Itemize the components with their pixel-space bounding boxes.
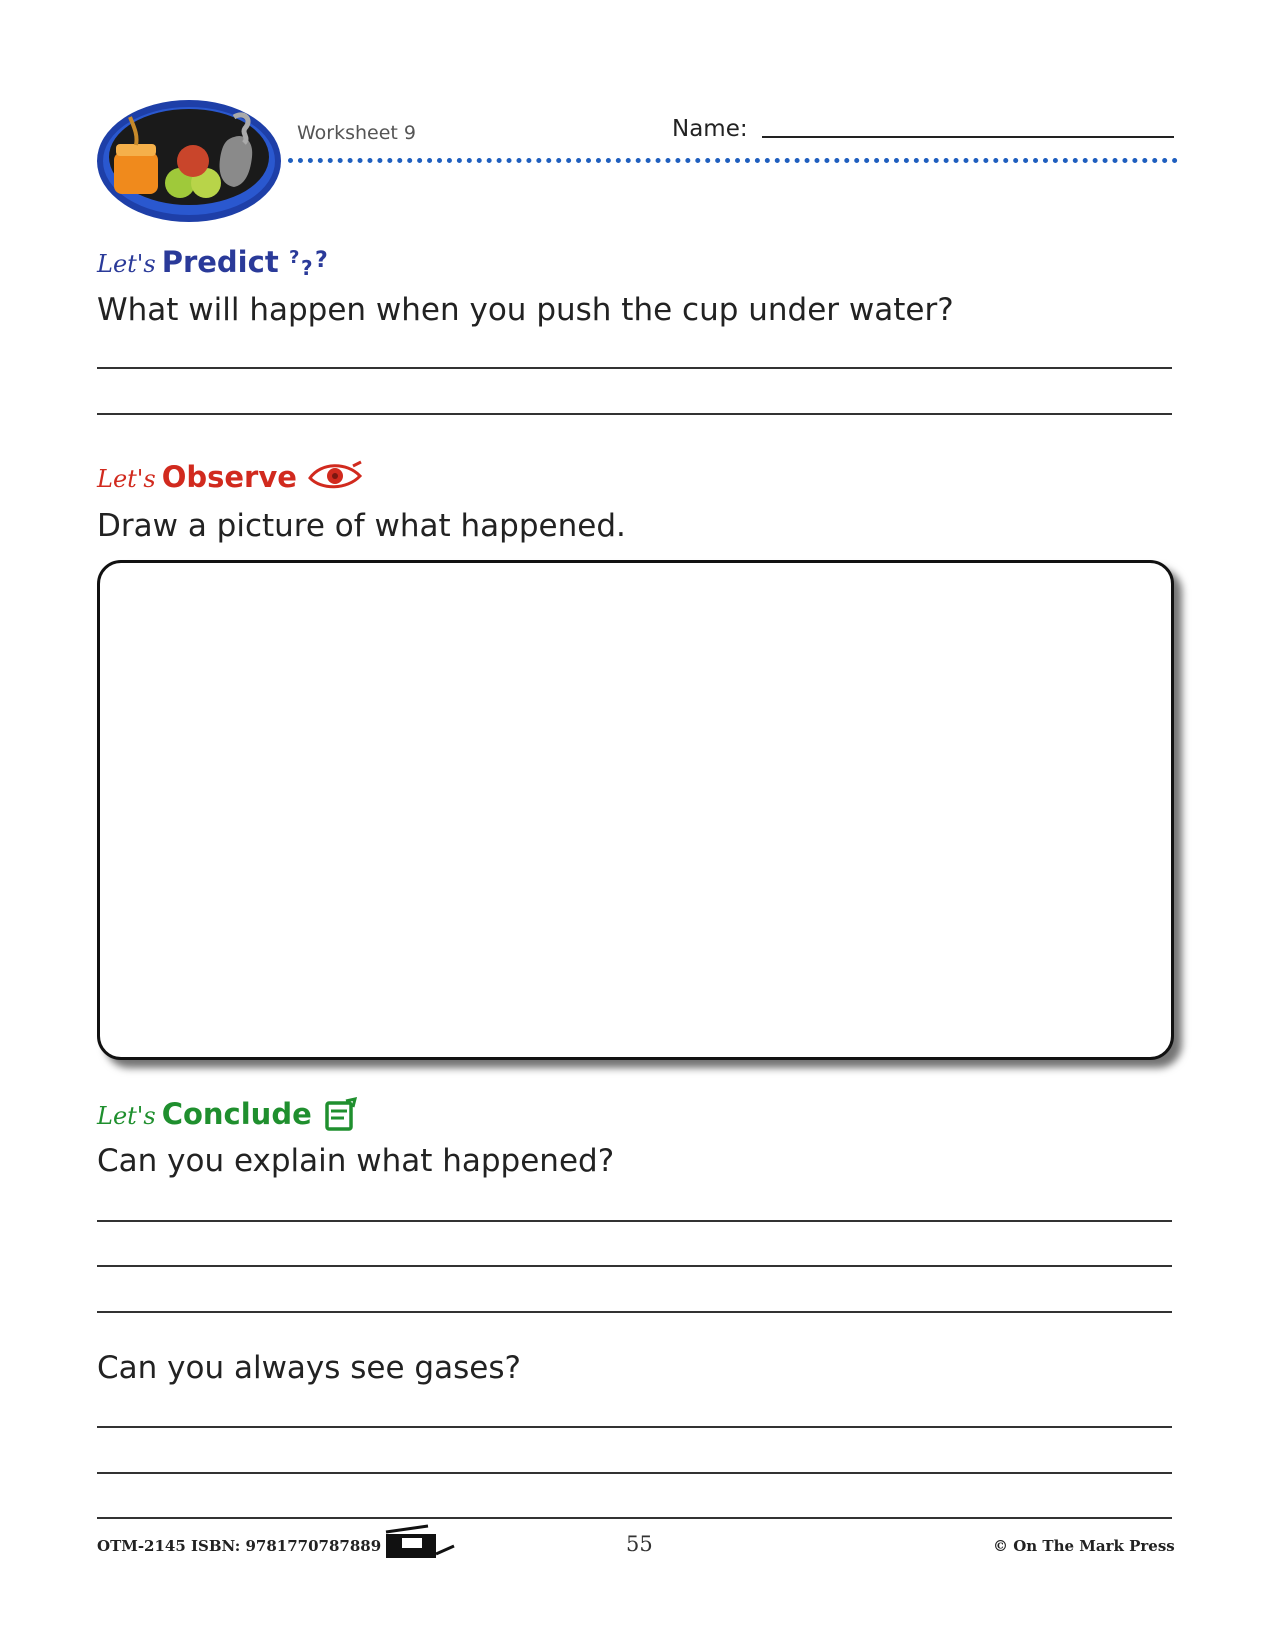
conclude-answer-line-2[interactable]: [97, 1265, 1172, 1267]
observe-question: Draw a picture of what happened.: [97, 508, 626, 544]
printing-press-icon: [384, 1522, 458, 1560]
predict-answer-line-2[interactable]: [97, 413, 1172, 415]
observe-title: Observe: [161, 460, 297, 494]
svg-text:?: ?: [314, 248, 328, 273]
eye-icon: [307, 460, 363, 492]
svg-text:?: ?: [288, 247, 300, 268]
conclude-title: Conclude: [161, 1097, 312, 1131]
drawing-box[interactable]: [97, 560, 1174, 1060]
worksheet-number: Worksheet 9: [297, 122, 417, 144]
conclude-question-1: Can you explain what happened?: [97, 1143, 615, 1179]
conclude-question-2: Can you always see gases?: [97, 1350, 521, 1386]
conclude-answer-line-1[interactable]: [97, 1220, 1172, 1222]
question-marks-icon: [289, 245, 333, 281]
observe-heading: [97, 460, 363, 494]
name-input-line[interactable]: [762, 136, 1174, 138]
conclude-answer-line-6[interactable]: [97, 1517, 1172, 1519]
conclude-heading: [97, 1097, 358, 1131]
conclude-answer-line-4[interactable]: [97, 1426, 1172, 1428]
header-dotted-divider: [288, 158, 1178, 163]
name-label: Name:: [672, 116, 748, 142]
notepad-icon: [322, 1097, 358, 1131]
svg-text:?: ?: [300, 256, 313, 280]
footer-product-code: OTM-2145 ISBN: 9781770787889: [97, 1537, 382, 1555]
conclude-lets-label: Let's: [97, 1102, 156, 1130]
conclude-answer-line-5[interactable]: [97, 1472, 1172, 1474]
conclude-answer-line-3[interactable]: [97, 1311, 1172, 1313]
page-number: 55: [626, 1532, 653, 1556]
header-logo-image: [94, 97, 284, 225]
predict-lets-label: Let's: [97, 250, 156, 278]
predict-answer-line-1[interactable]: [97, 367, 1172, 369]
predict-question: What will happen when you push the cup under water?: [97, 292, 954, 328]
predict-title: Predict: [161, 245, 279, 279]
observe-lets-label: Let's: [97, 465, 156, 493]
predict-heading: [97, 245, 333, 281]
footer-copyright: © On The Mark Press: [993, 1537, 1175, 1555]
